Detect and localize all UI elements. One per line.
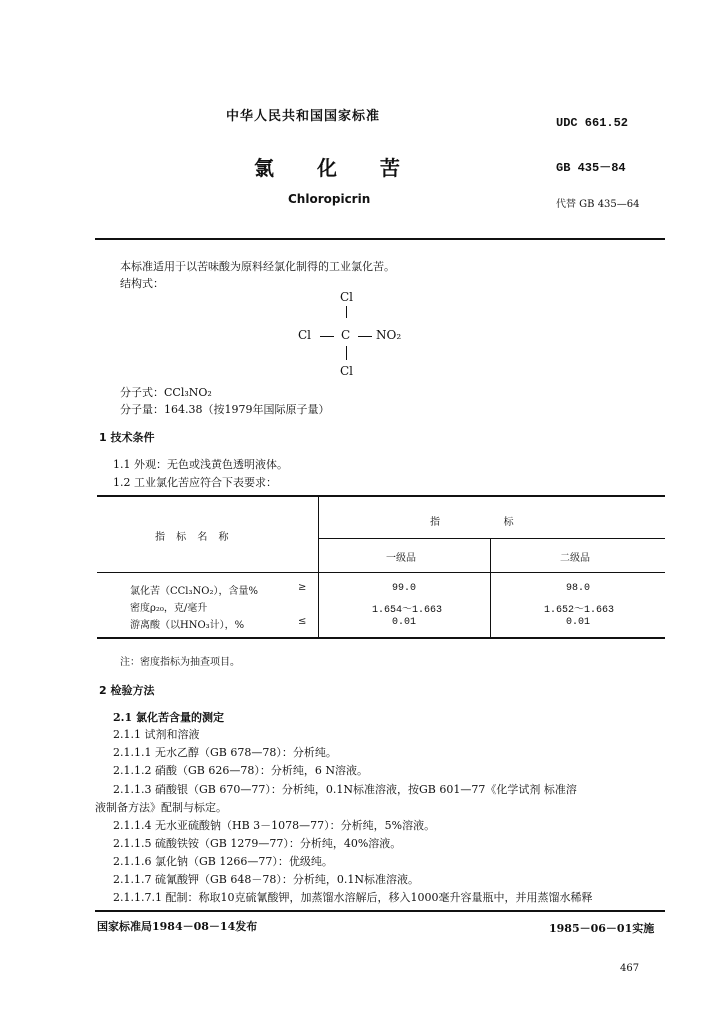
formula-bond-right (358, 336, 372, 337)
clause-2-1-1-3: 2.1.1.3 硝酸银（GB 670—77）：分析纯，0.1N标准溶液，按GB 601—77《化学试剂 标准溶 (113, 783, 577, 796)
table-note: 注：密度指标为抽查项目。 (120, 657, 240, 668)
table-row-name: 密度ρ₂₀，克/毫升 (130, 603, 208, 614)
scope-statement: 本标准适用于以苦味酸为原料经氯化制得的工业氯化苦。 (120, 260, 395, 273)
molecular-formula: 分子式：CCl₃NO₂ (120, 386, 212, 399)
clause-2-1-1-3-cont: 液制备方法》配制与标定。 (95, 801, 227, 814)
table-row-grade1: 0.01 (392, 617, 417, 628)
column-header-grade2: 二级品 (560, 553, 590, 564)
page-number: 467 (620, 963, 640, 974)
table-row-grade1: 1.654～1.663 (372, 605, 443, 616)
table-bottom-rule (97, 637, 665, 639)
english-title: Chloropicrin (288, 192, 371, 206)
clause-2-1-1-2: 2.1.1.2 硝酸（GB 626—78）：分析纯，6 N溶液。 (113, 764, 368, 777)
formula-bottom-cl: Cl (340, 364, 354, 378)
formula-left-cl: Cl (298, 328, 312, 342)
section-1-heading: 1 技术条件 (99, 431, 155, 444)
table-row-name: 氯化苦（CCl₃NO₂），含量% (130, 586, 258, 597)
table-row-grade2: 98.0 (566, 583, 591, 594)
clause-1-2: 1.2 工业氯化苦应符合下表要求： (113, 476, 277, 489)
clause-2-1-1-1: 2.1.1.1 无水乙醇（GB 678—78）：分析纯。 (113, 746, 337, 759)
clause-2-1-1-7: 2.1.1.7 硫氰酸钾（GB 648－78）：分析纯，0.1N标准溶液。 (113, 873, 419, 886)
structure-label: 结构式： (120, 277, 164, 290)
footer-rule (95, 910, 665, 912)
table-row-operator: ≥ (298, 582, 307, 593)
formula-top-cl: Cl (340, 290, 354, 304)
section-2-heading: 2 检验方法 (99, 684, 155, 697)
table-row-name: 游离酸（以HNO₃计），% (130, 620, 245, 631)
clause-2-1-1-4: 2.1.1.4 无水亚硫酸钠（HB 3－1078—77）：分析纯，5%溶液。 (113, 819, 436, 832)
column-header-grade1: 一级品 (386, 553, 416, 564)
replaces-note: 代替 GB 435—64 (556, 199, 640, 210)
table-top-rule (97, 495, 665, 497)
table-grade-divider (490, 538, 491, 638)
formula-bond-top (346, 306, 347, 318)
column-header-name: 指 标 名 称 (155, 532, 233, 543)
issuing-authority: 中华人民共和国国家标准 (226, 109, 381, 124)
table-row-operator: ≤ (298, 616, 307, 627)
formula-bond-left (320, 336, 334, 337)
formula-bond-bottom (346, 346, 347, 360)
table-row-grade1: 99.0 (392, 583, 417, 594)
clause-2-1: 2.1 氯化苦含量的测定 (113, 711, 224, 724)
table-vertical-divider (318, 496, 319, 638)
column-header-index: 指 标 (430, 517, 514, 528)
clause-2-1-1-7-1: 2.1.1.7.1 配制：称取10克硫氰酸钾，加蒸馏水溶解后，移入1000毫升容量瓶中，并用蒸馏水稀释 (113, 891, 593, 904)
formula-right-no2: NO₂ (376, 328, 402, 342)
clause-2-1-1-5: 2.1.1.5 硫酸铁铵（GB 1279—77）：分析纯，40%溶液。 (113, 837, 402, 850)
table-row-grade2: 0.01 (566, 617, 591, 628)
molecular-weight: 分子量：164.38（按1979年国际原子量） (120, 403, 330, 416)
header-rule (95, 238, 665, 240)
formula-center-c: C (341, 328, 351, 342)
clause-2-1-1-6: 2.1.1.6 氯化钠（GB 1266—77）：优级纯。 (113, 855, 333, 868)
udc-number: UDC 661.52 (556, 116, 629, 130)
gb-number: GB 435－84 (556, 161, 626, 175)
document-title: 氯 化 苦 (254, 156, 418, 180)
table-row-grade2: 1.652～1.663 (544, 605, 615, 616)
clause-2-1-1: 2.1.1 试剂和溶液 (113, 728, 200, 741)
table-header-rule (97, 572, 665, 573)
clause-1-1: 1.1 外观：无色或浅黄色透明液体。 (113, 458, 288, 471)
table-subheader-rule (318, 538, 665, 539)
issue-date: 国家标准局1984－08－14发布 (97, 920, 258, 933)
structural-formula (298, 290, 418, 382)
effective-date: 1985－06－01实施 (549, 922, 655, 935)
